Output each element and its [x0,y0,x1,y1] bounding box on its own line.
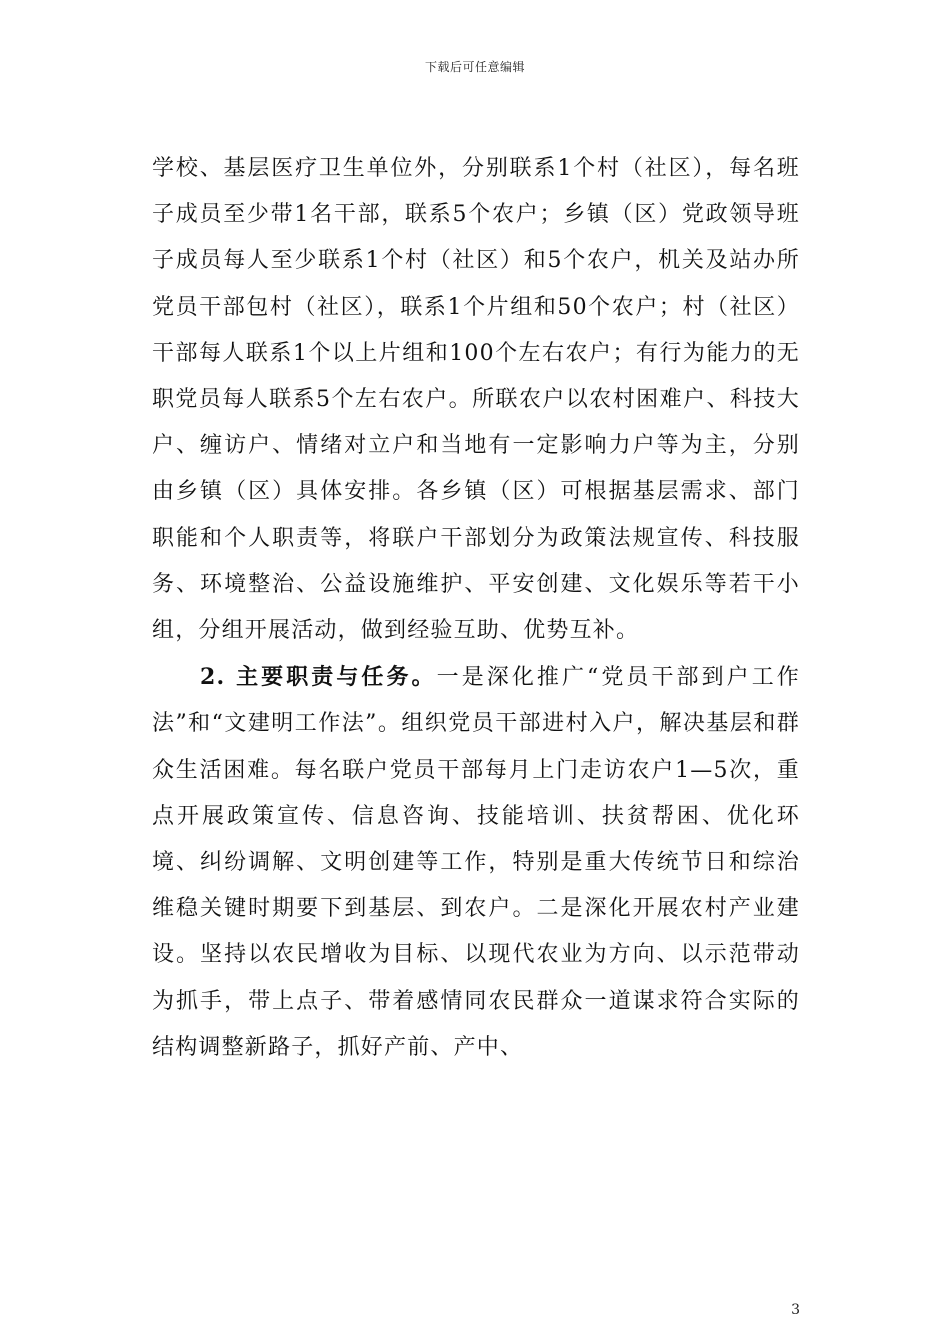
paragraph-1: 学校、基层医疗卫生单位外，分别联系1个村（社区），每名班子成员至少带1名干部，联系5个农户；乡镇（区）党政领导班子成员每人至少联系1个村（社区）和5个农户，机关及站办所党员干部包村（社区），联系1个片组和50个农户；村（社区）干部每人联系1个以上片组和100个左右农户；有行为能力的无职党员每人联系5个左右农户。所联农户以农村困难户、科技大户、缠访户、情绪对立户和当地有一定影响力户等为主，分别由乡镇（区）具体安排。各乡镇（区）可根据基层需求、部门职能和个人职责等，将联户干部划分为政策法规宣传、科技服务、环境整治、公益设施维护、平安创建、文化娱乐等若干小组，分组开展活动，做到经验互助、优势互补。 [152,156,800,644]
paragraph-2-heading: 2. 主要职责与任务。 [200,664,437,691]
paragraph-2-text: 一是深化推广“党员干部到户工作法”和“文建明工作法”。组织党员干部进村入户，解决基层和群众生活困难。每名联户党员干部每月上门走访农户1—5次，重点开展政策宣传、信息咨询、技能培训、扶贫帮困、优化环境、纠纷调解、文明创建等工作，特别是重大传统节日和综治维稳关键时期要下到基层、到农户。二是深化开展农村产业建设。坚持以农民增收为目标、以现代农业为方向、以示范带动为抓手，带上点子、带着感情同农民群众一道谋求符合实际的结构调整新路子，抓好产前、产中、 [152,665,800,1060]
paragraph-2 [152,654,800,1071]
document-body [152,146,800,1071]
page-number: 3 [791,1302,800,1318]
page-header: 下载后可任意编辑 [424,60,525,74]
